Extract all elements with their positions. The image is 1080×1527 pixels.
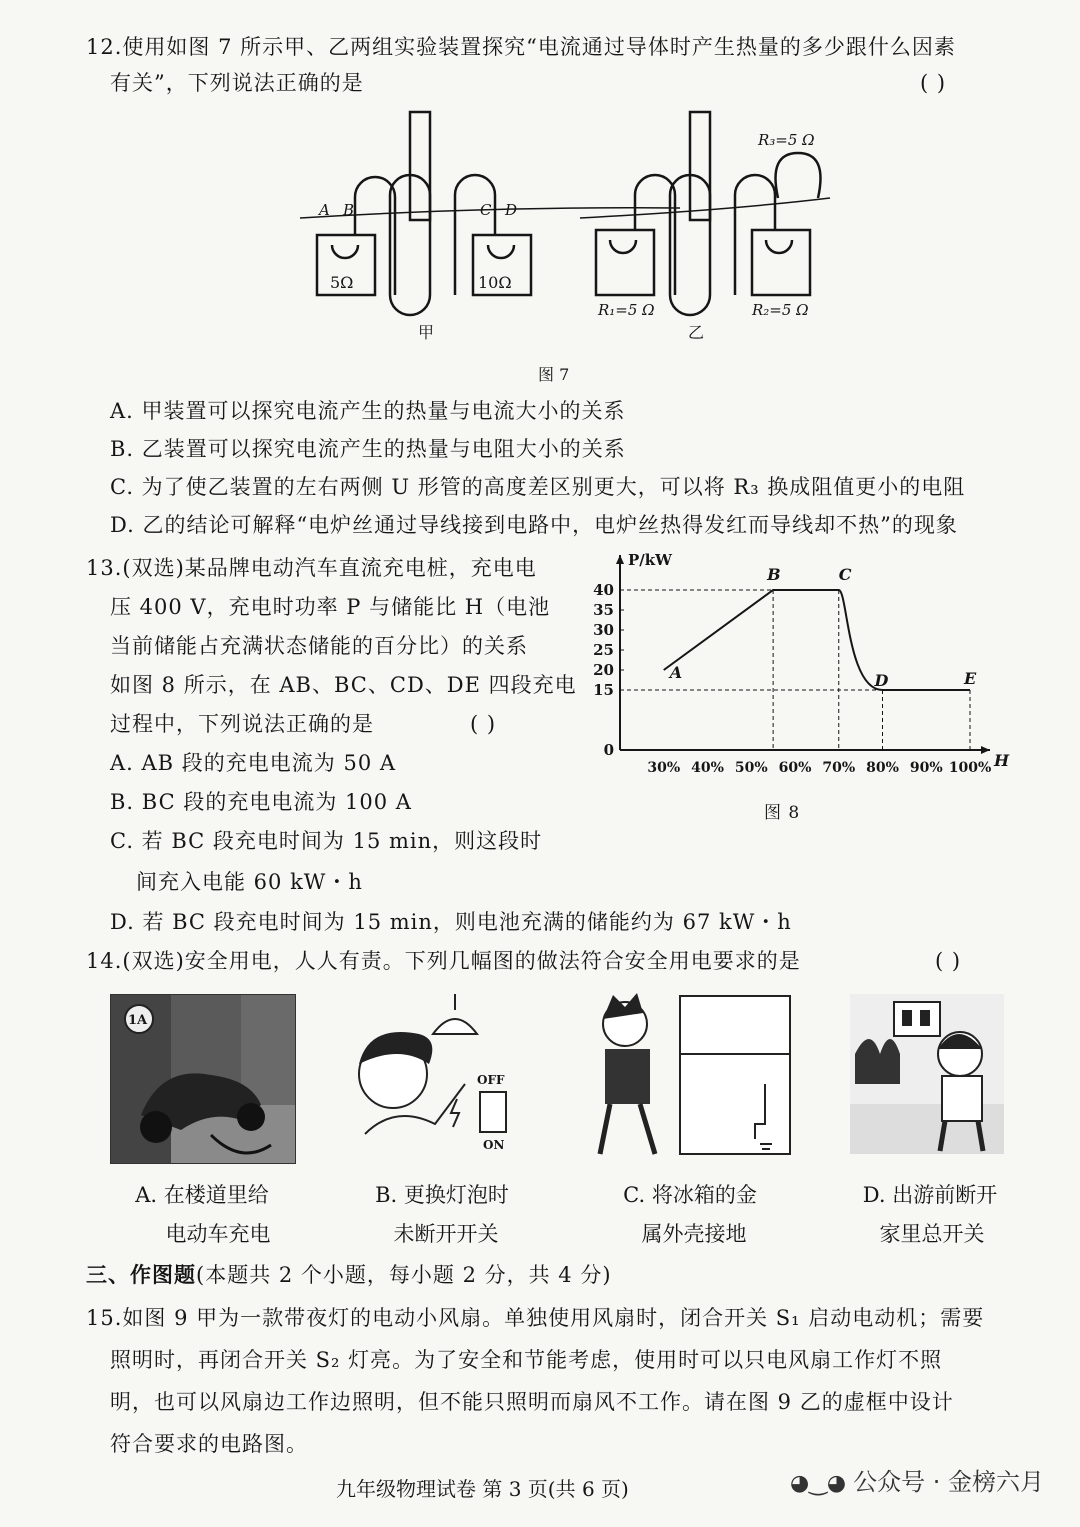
chart-point-label: E [964,669,977,688]
fig7-label-R2: R₂=5 Ω [752,301,809,319]
lamp-icon [433,994,477,1034]
q12-option-b: B. 乙装置可以探究电流产生的热量与电阻大小的关系 [110,437,626,461]
fig8-caption: 图 8 [764,803,801,823]
chart-point-label: B [767,565,781,584]
chart-x-tick: 70% [822,760,856,776]
chart-point-label: D [874,671,889,690]
fig7-label-jia: 甲 [418,323,435,342]
chart-x-tick: 80% [866,760,899,776]
q12-option-a: A. 甲装置可以探究电流产生的热量与电流大小的关系 [110,399,626,423]
q14-answer-blank: ( ) [935,949,962,973]
q14-caption-a-line2: 电动车充电 [165,1222,271,1246]
q13-stem-line5: 过程中，下列说法正确的是 [110,712,374,736]
fig7-label-R1: R₁=5 Ω [598,301,655,319]
chart-y-tick: 15 [593,681,614,699]
fig7-caption: 图 7 [538,365,570,384]
q13-stem-line2: 压 400 V，充电时功率 P 与储能比 H（电池 [110,595,551,619]
chart-point-label: A [669,663,683,682]
chart-x-tick: 30% [647,760,681,776]
figure-7 [0,100,1080,400]
q15-stem-line3: 明，也可以风扇边工作边照明，但不能只照明而扇风不工作。请在图 9 乙的虚框中设计 [110,1390,954,1414]
q14-caption-c-line1: C. 将冰箱的金 [623,1183,757,1207]
yi-right-container [752,230,810,295]
page-footer: 九年级物理试卷 第 3 页(共 6 页) [336,1477,629,1501]
q14-caption-c-line2: 属外壳接地 [641,1222,747,1246]
q15-stem-line1: 15.如图 9 甲为一款带夜灯的电动小风扇。单独使用风扇时，闭合开关 S₁ 启动电动机；需要 [86,1306,985,1330]
chart-x-tick: 60% [778,760,812,776]
fig7-label-D: D [505,201,518,219]
chart-x-label: H [994,751,1010,770]
q15-stem-line2: 照明时，再闭合开关 S₂ 灯亮。为了安全和节能考虑，使用时可以只电风扇工作灯不照 [110,1348,943,1372]
q12-stem-line1: 12.使用如图 7 所示甲、乙两组实验装置探究“电流通过导体时产生热量的多少跟什么因素 [86,35,956,59]
q13-option-a: A. AB 段的充电电流为 50 A [110,751,397,775]
q12-option-c: C. 为了使乙装置的左右两侧 U 形管的高度差区别更大，可以将 R₃ 换成阻值更小的电阻 [110,475,966,499]
fig7-resistor-10: 10Ω [478,273,512,292]
q13-stem-line4: 如图 8 所示，在 AB、BC、CD、DE 四段充电 [110,673,577,697]
chart-y-tick: 20 [593,661,614,679]
wechat-icon: ◕‿◕ [790,1471,854,1496]
q14-stem: 14.(双选)安全用电，人人有责。下列几幅图的做法符合安全用电要求的是 [86,949,801,973]
chart-y-tick: 30 [593,621,614,639]
q14-caption-d-line1: D. 出游前断开 [862,1183,998,1207]
chart-series-line [664,590,970,690]
chart-x-arrow [981,746,990,754]
watermark [790,1462,1044,1497]
q13-option-c-line2: 间充入电能 60 kW・h [136,870,363,894]
fig7-label-yi: 乙 [688,323,705,342]
chart-x-tick: 100% [948,760,992,776]
chart-y-tick: 0 [603,741,614,759]
chart-x-tick: 40% [691,760,724,776]
jia-manometer-scale [410,112,430,220]
chart-y-tick: 25 [593,641,614,659]
image-a-badge: 1A [128,1013,148,1028]
q14-image-a [110,994,296,1164]
q14-caption-d-line2: 家里总开关 [879,1222,985,1246]
yi-left-container [596,230,654,295]
fig7-label-C: C [480,201,492,219]
q14-image-d [850,994,1004,1154]
q12-option-d: D. 乙的结论可解释“电炉丝通过导线接到电路中，电炉丝热得发红而导线却不热”的现象 [110,513,958,537]
chart-point-label: C [838,565,852,584]
fridge-icon [680,996,790,1154]
image-b-off: OFF [477,1073,505,1087]
q14-caption-b-line2: 未断开开关 [393,1222,499,1246]
chart-y-label: P/kW [628,551,672,569]
chart-y-tick: 40 [593,581,614,599]
q13-stem-line1: 13.(双选)某品牌电动汽车直流充电桩，充电电 [86,556,537,580]
q14-caption-a-line1: A. 在楼道里给 [135,1183,269,1207]
q13-option-b: B. BC 段的充电电流为 100 A [110,790,412,814]
q15-stem-line4: 符合要求的电路图。 [110,1432,308,1456]
q14-image-c [585,994,795,1162]
section3-desc: (本题共 2 个小题，每小题 2 分，共 4 分) [196,1263,612,1287]
q12-answer-blank: ( ) [920,71,947,95]
yi-manometer-scale [690,112,710,220]
chart-x-tick: 50% [734,760,768,776]
fig7-resistor-5: 5Ω [330,273,354,292]
fig7-label-A: A [319,201,330,219]
q14-caption-b-line1: B. 更换灯泡时 [375,1183,509,1207]
chart-y-arrow [616,555,624,564]
q13-option-d: D. 若 BC 段充电时间为 15 min，则电池充满的储能约为 67 kW・h [110,910,792,934]
q13-stem-line3: 当前储能占充满状态储能的百分比）的关系 [110,634,528,658]
chart-y-tick: 35 [593,601,614,619]
fig7-label-R3: R₃=5 Ω [758,131,815,149]
r3-resistor [776,153,821,198]
q12-stem-line2: 有关”，下列说法正确的是 [110,71,364,95]
q13-answer-blank: ( ) [470,712,497,736]
section3-title: 三、作图题 [86,1262,196,1287]
image-b-on: ON [483,1138,505,1152]
breaker-box-icon [894,1002,940,1036]
fig7-label-B: B [343,201,355,219]
chart-x-tick: 90% [909,760,943,776]
q13-option-c-line1: C. 若 BC 段充电时间为 15 min，则这段时 [110,829,543,853]
q14-image-b [345,994,535,1162]
figure-8-chart [565,551,1010,815]
wall-switch-icon [480,1092,506,1132]
watermark-text: 公众号 · 金榜六月 [853,1468,1044,1496]
